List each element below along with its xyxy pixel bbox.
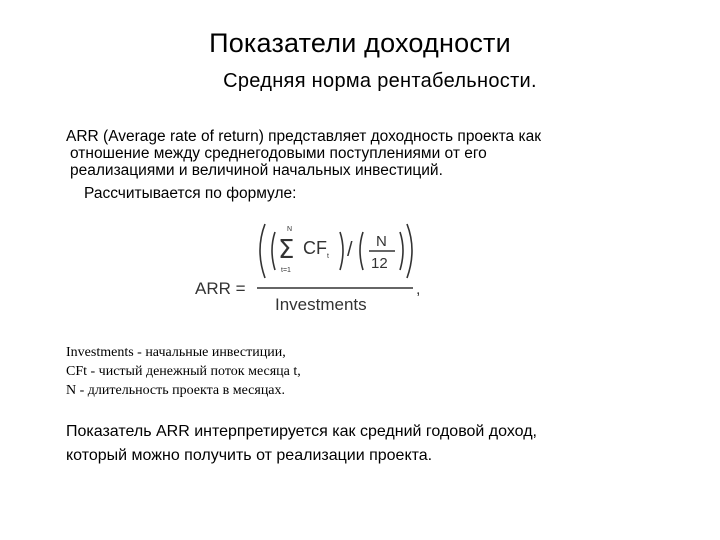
formula-trailing-comma: ,: [416, 281, 421, 298]
paren-right-sum: [340, 232, 343, 270]
conclusion-line: Показатель ARR интерпретируется как средний годовой доход,: [66, 423, 537, 440]
formula-denominator: Investments: [275, 295, 367, 314]
divide-slash: /: [347, 239, 353, 261]
paren-left-outer: [260, 224, 265, 278]
sum-symbol: Σ: [278, 235, 295, 265]
frac-denominator: 12: [371, 255, 388, 272]
definition-line: Investments - начальные инвестиции,: [66, 345, 286, 360]
cf-subscript: t: [327, 253, 329, 260]
intro-line: реализациями и величиной начальных инвестиций.: [70, 162, 443, 179]
conclusion-paragraph: [66, 420, 686, 468]
definitions: [66, 343, 301, 400]
sum-lower: t=1: [281, 267, 291, 274]
paren-left-frac: [360, 232, 363, 270]
definition-line: CFt - чистый денежный поток месяца t,: [66, 364, 301, 379]
slide-title: Показатели доходности: [209, 28, 511, 58]
calc-label: Рассчитывается по формуле:: [84, 185, 297, 202]
intro-line: отношение между среднегодовыми поступлениями от его: [70, 145, 487, 162]
formula-lhs: ARR =: [195, 279, 246, 298]
cf-symbol: CF: [303, 238, 327, 258]
slide-subtitle: Средняя норма рентабельности.: [223, 70, 537, 92]
intro-line: ARR (Average rate of return) представляет доходность проекта как: [66, 128, 542, 145]
intro-paragraph: [66, 128, 686, 179]
arr-formula: [195, 220, 425, 320]
paren-left-sum: [272, 232, 275, 270]
definition-line: N - длительность проекта в месяцах.: [66, 383, 286, 398]
paren-right-outer: [407, 224, 412, 278]
conclusion-line: который можно получить от реализации проекта.: [66, 447, 433, 464]
frac-numerator: N: [376, 233, 387, 250]
formula-graphic: [195, 220, 425, 320]
paren-right-frac: [400, 232, 403, 270]
sum-upper: N: [287, 226, 293, 233]
